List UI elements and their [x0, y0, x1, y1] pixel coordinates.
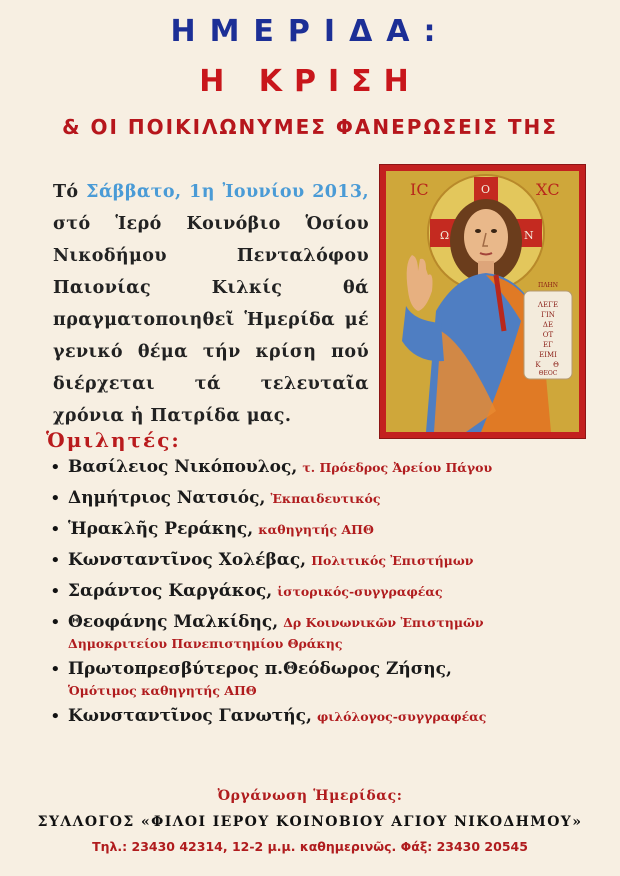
speaker-role: Δρ Κοινωνικῶν Ἐπιστημῶν	[283, 615, 484, 630]
scroll-line-6: ΕΙΜΙ	[539, 351, 557, 359]
speaker-role: Πολιτικός Ἐπιστήμων	[311, 553, 474, 568]
christ-icon-image	[379, 164, 586, 439]
speaker-name: Βασίλειος Νικόπουλος,	[68, 457, 298, 477]
scroll-line-8: Θ	[553, 361, 559, 369]
scroll-line-1: ΛΕΓΕ	[537, 301, 559, 309]
speaker-item	[50, 654, 610, 701]
speaker-item	[50, 701, 610, 732]
intro-text: στό Ἱερό Κοινόβιο Ὁσίου Νικοδήμου Πενταλόφου Παιονίας Κιλκίς θά πραγματοποιηθεῖ Ἡμερίδα μέ γενικό θέμα τήν κρίση πού διέρχεται τά τελευταῖα χρόνια ἡ Πατρίδα μας.	[53, 214, 369, 426]
speaker-item	[50, 607, 610, 654]
speaker-item	[50, 514, 610, 545]
speaker-role-continued: Δημοκριτείου Πανεπιστημίου Θράκης	[68, 636, 343, 651]
organizer-label: Ὀργάνωση Ἡμερίδας:	[217, 788, 403, 804]
speaker-name: Σαράντος Καργάκος,	[68, 581, 273, 601]
speaker-name: Κωνσταντῖνος Χολέβας,	[68, 550, 307, 570]
event-tagline: & ΟΙ ΠΟΙΚΙΛΩΝΥΜΕΣ ΦΑΝΕΡΩΣΕΙΣ ΤΗΣ	[62, 115, 558, 139]
icon-label-n: Ν	[524, 229, 534, 242]
scroll-line-5: ΕΓ	[543, 341, 553, 349]
speaker-item	[50, 576, 610, 607]
speaker-role-continued: Ὁμότιμος καθηγητής ΑΠΘ	[68, 683, 257, 698]
event-subtitle: Η ΚΡΙΣΗ	[199, 64, 421, 99]
icon-label-o: Ο	[481, 183, 491, 196]
contact-info: Τηλ.: 23430 42314, 12-2 μ.μ. καθημερινῶς. Φάξ: 23430 20545	[92, 839, 528, 854]
speaker-name: Δημήτριος Νατσιός,	[68, 488, 266, 508]
speakers-heading: Ὁμιλητές:	[46, 428, 181, 452]
speaker-name: Θεοφάνης Μαλκίδης,	[68, 612, 279, 632]
scroll-line-7: Κ	[535, 361, 541, 369]
event-title: ΗΜΕΡΙΔΑ:	[170, 14, 450, 49]
speaker-item	[50, 545, 610, 576]
intro-prefix: Τό	[53, 182, 87, 202]
scroll-line-3: ΔΕ	[542, 321, 554, 329]
scroll-line-4: ΟΤ	[542, 331, 554, 339]
icon-painting	[386, 171, 579, 432]
icon-label-omega: Ω	[440, 229, 450, 242]
scroll-line-10: ΠΛΗΝ	[537, 282, 559, 289]
speaker-role: φιλόλογος-συγγραφέας	[316, 709, 487, 724]
speaker-role: ἱστορικός-συγγραφέας	[277, 584, 443, 599]
speaker-name: Πρωτοπρεσβύτερος π.Θεόδωρος Ζήσης,	[68, 659, 452, 679]
speaker-role: καθηγητής ΑΠΘ	[258, 522, 374, 537]
icon-label-ic: ΙC	[410, 180, 429, 199]
scroll-line-2: ΓΙΝ	[541, 311, 555, 319]
speaker-item	[50, 452, 610, 483]
intro-paragraph	[53, 176, 369, 432]
event-date: Σάββατο, 1η Ἰουνίου 2013,	[86, 182, 369, 202]
speaker-name: Ἡρακλῆς Ρεράκης,	[68, 519, 254, 539]
speakers-list	[50, 452, 610, 732]
speaker-role: Ἐκπαιδευτικός	[270, 491, 381, 506]
speaker-role: τ. Πρόεδρος Ἀρείου Πάγου	[302, 460, 493, 475]
scroll-line-9: ΘΕΟC	[538, 370, 558, 377]
speaker-item	[50, 483, 610, 514]
organizer-name: ΣΥΛΛΟΓΟΣ «ΦΙΛΟΙ ΙΕΡΟΥ ΚΟΙΝΟΒΙΟΥ ΑΓΙΟΥ ΝΙΚΟΔΗΜΟΥ»	[37, 814, 583, 830]
icon-label-xc: ΧC	[536, 180, 560, 199]
speaker-name: Κωνσταντῖνος Γανωτής,	[68, 706, 312, 726]
